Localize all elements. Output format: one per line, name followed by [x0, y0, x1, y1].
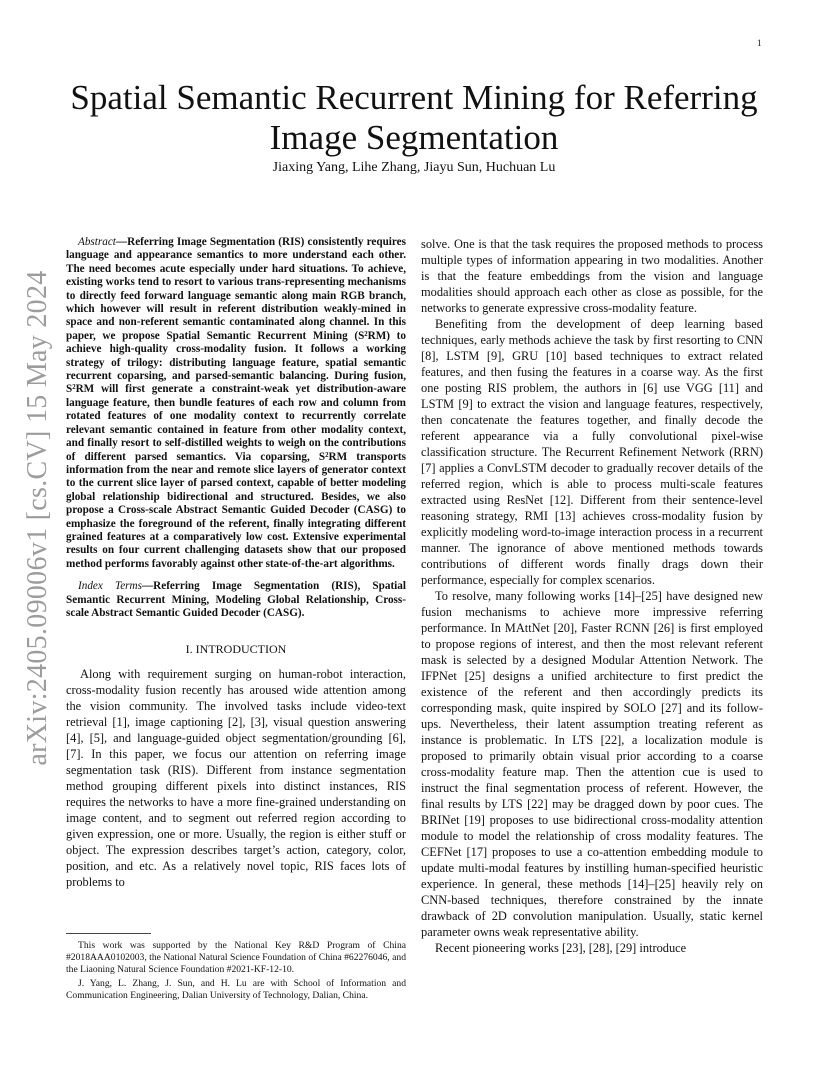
author-list: Jiaxing Yang, Lihe Zhang, Jiayu Sun, Huchuan Lu — [272, 160, 556, 175]
abstract-lead: Abstract — [78, 236, 116, 248]
footnote-affiliation: J. Yang, L. Zhang, J. Sun, and H. Lu are with School of Information and Communication Engineering, Dalian University of Technology, Dalian, China. — [66, 978, 406, 1002]
abstract — [66, 236, 406, 571]
index-terms-body: —Referring Image Segmentation (RIS), Spatial Semantic Recurrent Mining, Modeling Global Relationship, Cross-scale Abstract Semantic Guided Decoder (CASG). — [66, 580, 406, 619]
body-paragraph: Benefiting from the development of deep learning based techniques, early methods achieve the task by first resorting to CNN [8], LSTM [9], GRU [10] based techniques to extract related features, and then fusing the features in a coarse way. As the first one posting RIS problem, the authors in [6] use VGG [11] and LSTM [9] to extract the vision and language features, respectively, then concatenate the features together, and finally decode the referent appearance via a fully convolutional pixel-wise classification structure. The Recurrent Refinement Network (RRN) [7] applies a ConvLSTM decoder to gradually recover details of the referred region, which is able to process multi-scale features extracted using ResNet [12]. Different from their sentence-level reasoning strategy, RMI [13] achieves cross-modality fusion by explicitly modeling word-to-image interaction process in a recurrent manner. The ignorance of above mentioned methods towards contributions of different words finally drags down their performance, especially for complex scenarios. — [421, 317, 763, 587]
footnote-funding: This work was supported by the National Key R&D Program of China #2018AAA0102003, the National Natural Science Foundation of China #62276046, and the Liaoning Natural Science Foundation #2021-KF-12-10. — [66, 940, 406, 975]
footnote-divider — [66, 933, 151, 934]
index-terms — [66, 580, 406, 620]
body-paragraph: Recent pioneering works [23], [28], [29] introduce — [435, 941, 687, 955]
paper-title: Spatial Semantic Recurrent Mining for Referring Image Segmentation — [70, 78, 758, 157]
page-number: 1 — [757, 38, 762, 48]
left-column — [66, 236, 406, 890]
abstract-body: —Referring Image Segmentation (RIS) consistently requires language and appearance semantics to more understand each other. The need becomes acute especially under hard situations. To achieve, existing works tend to resort to various trans-representing mechanisms to directly feed forward language semantic along main RGB branch, which however will result in referent distribution weakly-mined in space and non-referent semantic contaminated along channel. In this paper, we propose Spatial Semantic Recurrent Mining (S²RM) to achieve high-quality cross-modality fusion. It follows a working strategy of trilogy: distributing language feature, spatial semantic recurrent coparsing, and parsed-semantic balancing. During fusion, S²RM will first generate a constraint-weak yet distribution-aware language feature, then bundle features of each row and column from rotated features of one modality context to recurrently correlate relevant semantic contained in feature from other modality context, and finally resort to self-distilled weights to weigh on the contributions of different parsed semantics. Via coparsing, S²RM transports information from the near and remote slice layers of generator context to the current slice layer of parsed context, capable of better modeling global relationship bidirectional and structured. Besides, we also propose a Cross-scale Abstract Semantic Guided Decoder (CASG) to emphasize the foreground of the referent, finally integrating different grained features at a comparatively low cost. Extensive experimental results on four current challenging datasets show that our proposed method performs favorably against other state-of-the-art algorithms. — [66, 236, 406, 570]
arxiv-identifier-text: arXiv:2405.09006v1 [cs.CV] 15 May 2024 — [22, 270, 53, 766]
body-paragraph: solve. One is that the task requires the proposed methods to process multiple types of information appearing in two modalities. Another is that the feature embeddings from the vision and language modalities should approach each other as close as possible, for the networks to generate expressive cross-modality feature. — [421, 237, 763, 315]
index-terms-lead: Index Terms — [78, 580, 142, 593]
body-paragraph: To resolve, many following works [14]–[25] have designed new fusion mechanisms to achieve more impressive referring performance. In MAttNet [20], Faster RCNN [26] is first employed to propose regions of interest, and then the most relevant referent mask is selected by a designed Modular Attention Network. The IFPNet [25] designs a unified architecture to first predict the existence of the referent and then accordingly predicts its corresponding mask, quite inspired by SOLO [27] and its follow-ups. Nevertheless, their latent assumption treating referent as instance is problematic. In LTS [22], a localization module is proposed to primarily obtain visual prior according to a coarse cross-modality feature map. Then the attention cue is used to instruct the final segmentation process of referent. However, the final results by LTS [22] may be dragged down by poor cues. The BRINet [19] proposes to use bidirectional cross-modality attention module to model the relationship of cross modality features. The CEFNet [17] proposes to use a co-attention embedding module to update multi-modal features by instilling human-specified heuristic experience. In general, these methods [14]–[25] heavily rely on CNN-based techniques, therefore constrained by the innate drawback of 2D convolution manipulation. Usually, static kernel parameter owns weak representative ability. — [421, 589, 763, 939]
arxiv-identifier — [18, 270, 58, 766]
right-column — [421, 236, 763, 956]
footnotes — [66, 940, 406, 1005]
section-heading-introduction: I. INTRODUCTION — [185, 642, 287, 657]
body-paragraph: Along with requirement surging on human-robot interaction, cross-modality fusion recently has aroused wide attention among the vision community. The involved tasks include video-text retrieval [1], image captioning [2], [3], visual question answering [4], [5], and language-guided object segmentation/grounding [6], [7]. In this paper, we focus our attention on referring image segmentation task (RIS). Different from instance segmentation method grouping different pixels into distinct instances, RIS requires the networks to have a more fine-grained understanding on image content, and to segment out referred region according to given expression, one or more. Usually, the region is either stuff or object. The expression describes target’s action, category, color, position, and etc. As a relatively novel topic, RIS faces lots of problems to — [66, 667, 406, 890]
